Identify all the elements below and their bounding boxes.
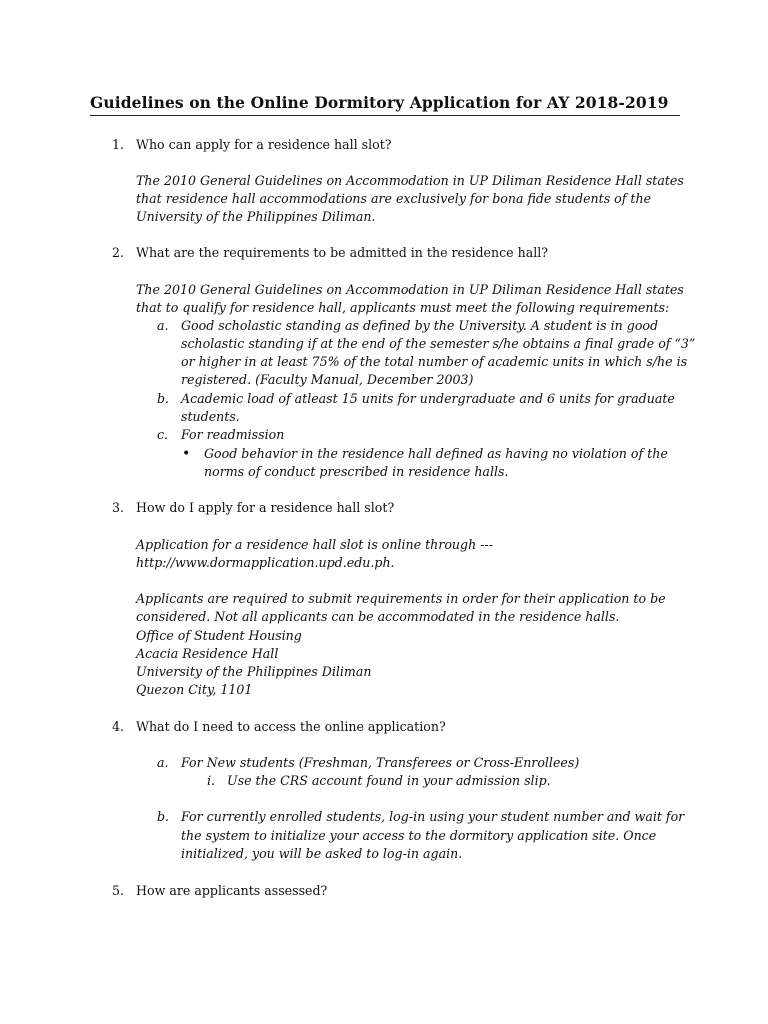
access-a-i-marker: i. [207,773,216,788]
question-5-number: 5. [112,883,125,898]
requirement-b-line: Academic load of atleast 15 units for undergraduate and 6 units for graduate [181,391,675,406]
requirement-a-line: or higher in at least 75% of the total number of academic units in which s/he is [181,354,688,369]
access-b-line: the system to initialize your access to the dormitory application site. Once [181,828,657,843]
answer-3-line: considered. Not all applicants can be accommodated in the residence halls. [136,609,620,624]
question-3-text: How do I apply for a residence hall slot? [136,500,395,515]
answer-2-intro-line: The 2010 General Guidelines on Accommodation in UP Diliman Residence Hall states [136,282,684,297]
document-title: Guidelines on the Online Dormitory Application for AY 2018-2019 [90,93,669,112]
question-4-text: What do I need to access the online application? [136,719,446,734]
access-a-i-text: Use the CRS account found in your admission slip. [227,773,551,788]
access-a-marker: a. [157,755,169,770]
requirement-a-line: registered. (Faculty Manual, December 2003) [181,372,474,387]
dormapplication-link[interactable]: http://www.dormapplication.upd.edu.ph. [136,555,395,570]
access-b-line: initialized, you will be asked to log-in again. [181,846,463,861]
question-1-number: 1. [112,137,125,152]
address-line: Acacia Residence Hall [136,646,279,661]
question-2-text: What are the requirements to be admitted in the residence hall? [136,245,549,260]
title-underline [90,115,680,116]
address-line: Office of Student Housing [136,628,302,643]
question-5-text: How are applicants assessed? [136,883,328,898]
readmission-bullet-line: norms of conduct prescribed in residence halls. [204,464,509,479]
requirement-a-line: Good scholastic standing as defined by the University. A student is in good [181,318,659,333]
access-b-line: For currently enrolled students, log-in using your student number and wait for [181,809,685,824]
answer-3-line: Application for a residence hall slot is online through --- [136,537,493,552]
requirement-a-line: scholastic standing if at the end of the semester s/he obtains a final grade of “3” [181,336,696,351]
requirement-b-marker: b. [157,391,170,406]
requirement-c-marker: c. [157,427,169,442]
question-4-number: 4. [112,719,125,734]
requirement-b-line: students. [181,409,240,424]
access-b-marker: b. [157,809,170,824]
answer-2-intro-line: that to qualify for residence hall, applicants must meet the following requirements: [136,300,670,315]
readmission-bullet-line: Good behavior in the residence hall defined as having no violation of the [204,446,668,461]
question-3-number: 3. [112,500,125,515]
access-a-text: For New students (Freshman, Transferees or Cross-Enrollees) [181,755,580,770]
answer-1-line: The 2010 General Guidelines on Accommodation in UP Diliman Residence Hall states [136,173,684,188]
answer-3-line: Applicants are required to submit requirements in order for their application to be [136,591,666,606]
requirement-c-line: For readmission [181,427,285,442]
question-2-number: 2. [112,245,125,260]
question-1-text: Who can apply for a residence hall slot? [136,137,392,152]
answer-1-line: University of the Philippines Diliman. [136,209,376,224]
answer-1-line: that residence hall accommodations are exclusively for bona fide students of the [136,191,652,206]
address-line: Quezon City, 1101 [136,682,253,697]
address-line: University of the Philippines Diliman [136,664,372,679]
bullet-icon: • [182,446,191,462]
requirement-a-marker: a. [157,318,169,333]
